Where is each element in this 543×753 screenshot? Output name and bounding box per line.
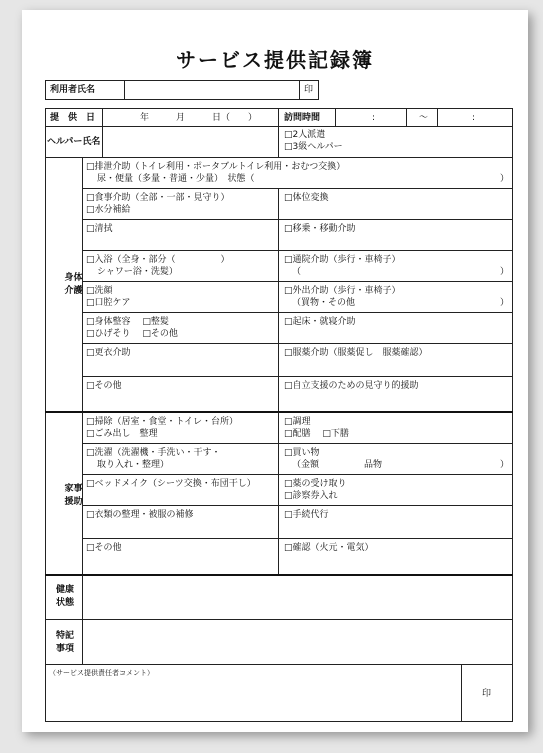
cooking[interactable]: □調理 — [284, 417, 311, 427]
record-sheet — [22, 10, 528, 732]
hydration[interactable]: □水分補給 — [86, 205, 131, 215]
housework-other[interactable]: □その他 — [86, 543, 122, 553]
date-label: 提 供 日 — [50, 113, 96, 123]
comment-field[interactable] — [46, 678, 460, 721]
shaving[interactable]: □ひげそり □その他 — [86, 329, 178, 339]
shopping[interactable]: □買い物 — [284, 448, 320, 458]
face-wash[interactable]: □洗顔 — [86, 286, 113, 296]
page-title: サービス提供記録簿 — [176, 48, 374, 72]
excretion-state[interactable]: 尿・便量（多量・普通・少量） 状態（ — [97, 174, 255, 184]
health-label — [47, 584, 83, 610]
shopping-close: ） — [500, 460, 510, 470]
wake-sleep-assist[interactable]: □起床・就寝介助 — [284, 317, 356, 327]
cleaning[interactable]: □掃除（居室・食堂・トイレ・台所） — [86, 417, 239, 427]
safety-check[interactable]: □確認（火元・電気） — [284, 543, 374, 553]
helper-opt-2person[interactable]: □2人派遣 — [284, 130, 326, 140]
laundry-2: 取り入れ・整理） — [97, 460, 170, 470]
excretion-assist[interactable]: □排泄介助（トイレ利用・ポータブルトイレ利用・おむつ交換） — [86, 162, 346, 172]
special-label-text: 特記 事項 — [55, 631, 74, 654]
outing-assist[interactable]: □外出介助（歩行・車椅子） — [284, 286, 401, 296]
position-change[interactable]: □体位変換 — [284, 193, 329, 203]
visit-time-label: 訪問時間 — [284, 113, 321, 123]
serving[interactable]: □配膳 □下膳 — [284, 429, 349, 439]
user-name-field[interactable] — [124, 80, 300, 100]
laundry[interactable]: □洗濯（洗濯機・手洗い・干す・ — [86, 448, 221, 458]
hospital-visit-assist[interactable]: □通院介助（歩行・車椅子） — [284, 255, 401, 265]
body-other[interactable]: □その他 — [86, 381, 122, 391]
user-name-label-cell — [45, 80, 125, 100]
time-colon-1[interactable]: : — [372, 113, 376, 123]
helper-label: ヘルパー氏名 — [47, 137, 101, 147]
transfer-assist[interactable]: □移乗・移動介助 — [284, 224, 356, 234]
stamp-label-2: 印 — [482, 689, 492, 699]
dressing-assist[interactable]: □更衣介助 — [86, 348, 131, 358]
health-field[interactable] — [83, 576, 512, 618]
clothes-organize[interactable]: □衣類の整理・被服の補修 — [86, 510, 194, 520]
time-colon-2[interactable]: : — [472, 113, 476, 123]
special-label — [47, 630, 83, 656]
consultation-card[interactable]: □診察券入れ — [284, 491, 338, 501]
oral-care[interactable]: □口腔ケア — [86, 298, 131, 308]
date-fields[interactable]: 年 月 日（ ） — [140, 113, 258, 123]
housework-label-text: 家事 援助 — [64, 484, 83, 507]
stamp-cell-1 — [299, 80, 319, 100]
excretion-state-close: ） — [500, 174, 510, 184]
garbage[interactable]: □ごみ出し 整理 — [86, 429, 158, 439]
hospital-visit-open: （ — [292, 267, 302, 277]
health-label-text: 健康 状態 — [55, 585, 74, 608]
meal-assist[interactable]: □食事介助（全部・一部・見守り） — [86, 193, 230, 203]
shopping-detail: （金額 品物 — [292, 460, 383, 470]
outing-purpose: （買物・その他 — [292, 298, 356, 308]
helper-opt-level3[interactable]: □3級ヘルパー — [284, 142, 343, 152]
hospital-visit-close: ） — [500, 267, 510, 277]
special-field[interactable] — [83, 620, 512, 664]
outing-close: ） — [500, 298, 510, 308]
comment-label: （サービス提供責任者コメント） — [49, 669, 154, 677]
user-name-label: 利用者氏名 — [50, 85, 96, 95]
stamp-label-1: 印 — [304, 85, 314, 95]
procedures-proxy[interactable]: □手続代行 — [284, 510, 329, 520]
medication-assist[interactable]: □服薬介助（服薬促し 服薬確認） — [284, 348, 428, 358]
bath-assist-2: シャワー浴・洗髪） — [97, 267, 178, 277]
time-tilde: 〜 — [419, 113, 429, 123]
medicine-pickup[interactable]: □薬の受け取り — [284, 479, 347, 489]
body-care-label-text: 身体 介護 — [64, 273, 83, 296]
bed-making[interactable]: □ベッドメイク（シーツ交換・布団干し） — [86, 479, 256, 489]
independence-support[interactable]: □自立支援のための見守り的援助 — [284, 381, 419, 391]
bath-assist[interactable]: □入浴（全身・部分（ ） — [86, 255, 230, 265]
wipe-bath[interactable]: □清拭 — [86, 224, 113, 234]
grooming[interactable]: □身体整容 □整髪 — [86, 317, 169, 327]
